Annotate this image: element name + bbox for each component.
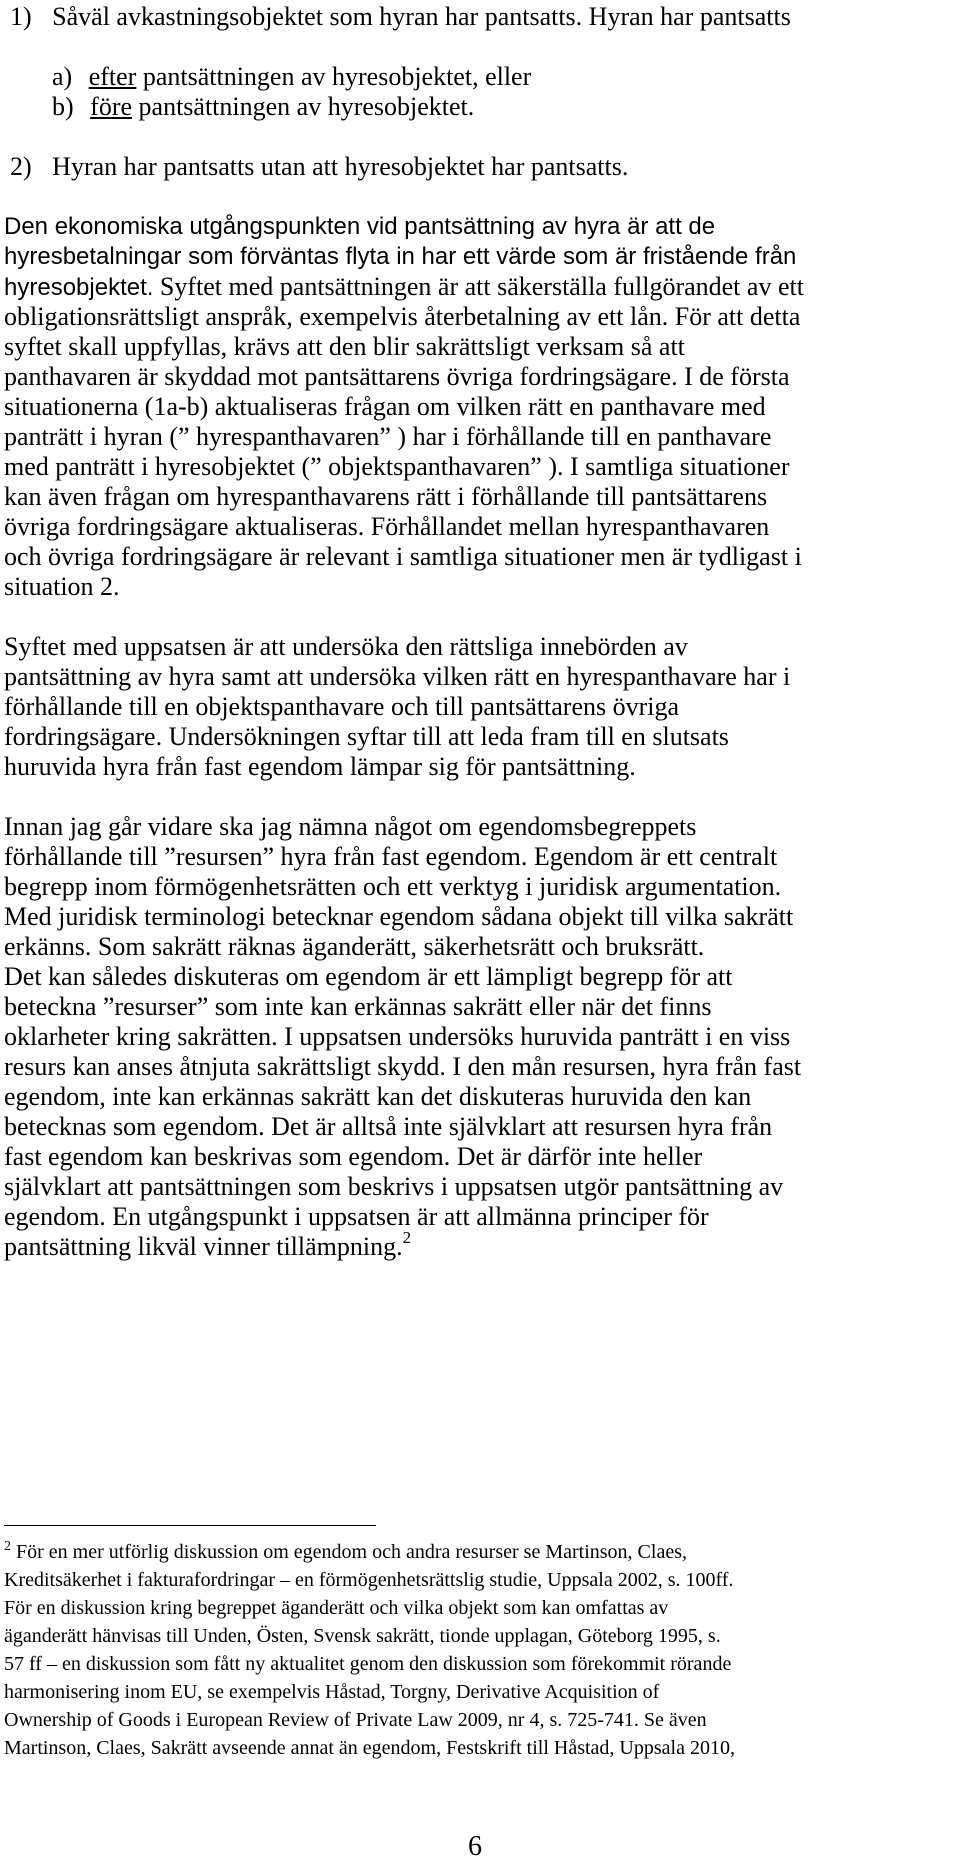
paragraph-line: panträtt i hyran (” hyrespanthavaren” ) har i förhållande till en panthavare xyxy=(4,422,772,451)
paragraph-line xyxy=(4,1228,412,1262)
list-item-1a-emphasis: efter xyxy=(88,62,137,91)
paragraph-line: obligationsrättsligt anspråk, exempelvis återbetalning av ett lån. För att detta xyxy=(4,302,801,331)
paragraph-line: förhållande till en objektspanthavare och till pantsättarens övriga xyxy=(4,692,680,721)
paragraph-line: med panträtt i hyresobjektet (” objektspanthavaren” ). I samtliga situationer xyxy=(4,452,790,481)
paragraph-line: övriga fordringsägare aktualiseras. Förhållandet mellan hyrespanthavaren xyxy=(4,512,770,541)
list-item-1b-emphasis: före xyxy=(90,92,133,121)
paragraph-line: begrepp inom förmögenhetsrätten och ett verktyg i juridisk argumentation. xyxy=(4,872,782,901)
footnote-text: För en mer utförlig diskussion om egendom och andra resurser se Martinson, Claes, xyxy=(11,1541,687,1563)
paragraph-line: betecknas som egendom. Det är alltså inte självklart att resursen hyra från xyxy=(4,1112,773,1141)
paragraph-line: hyresbetalningar som förväntas flyta in har ett värde som är fristående från xyxy=(4,243,797,270)
page-number: 6 xyxy=(468,1831,482,1862)
paragraph-line: resurs kan anses åtnjuta sakrättsligt skydd. I den mån resursen, hyra från fast xyxy=(4,1052,802,1081)
footnote-separator xyxy=(4,1525,376,1526)
list-item-2 xyxy=(10,152,628,182)
paragraph-line: förhållande till ”resursen” hyra från fast egendom. Egendom är ett centralt xyxy=(4,842,778,871)
paragraph-line: panthavaren är skyddad mot pantsättarens övriga fordringsägare. I de första xyxy=(4,362,790,391)
list-item-1 xyxy=(10,2,791,32)
footnote-line: harmonisering inom EU, se exempelvis Håstad, Torgny, Derivative Acquisition of xyxy=(4,1681,660,1703)
paragraph-line: Det kan således diskuteras om egendom är ett lämpligt begrepp för att xyxy=(4,962,733,991)
paragraph-line: Den ekonomiska utgångspunkten vid pantsättning av hyra är att de xyxy=(4,213,716,240)
footnote-line: äganderätt hänvisas till Unden, Östen, Svensk sakrätt, tionde upplagan, Göteborg 1995, s. xyxy=(4,1625,721,1647)
paragraph-line-serif-part: Syftet med pantsättningen är att säkerställa fullgörandet av ett xyxy=(153,272,804,301)
footnote-line: Martinson, Claes, Sakrätt avseende annat än egendom, Festskrift till Håstad, Uppsala 2010, xyxy=(4,1737,735,1759)
paragraph-line-sans-part: hyresobjektet. xyxy=(4,274,154,301)
paragraph-line: situation 2. xyxy=(4,572,120,601)
footnote-reference[interactable]: 2 xyxy=(402,1228,412,1247)
paragraph-line: egendom. En utgångspunkt i uppsatsen är att allmänna principer för xyxy=(4,1202,709,1231)
paragraph-line: erkänns. Som sakrätt räknas äganderätt, säkerhetsrätt och bruksrätt. xyxy=(4,932,705,961)
paragraph-line: syftet skall uppfyllas, krävs att den blir sakrättsligt verksam så att xyxy=(4,332,685,361)
list-item-1-number: 1) xyxy=(10,2,32,31)
paragraph-line-text: pantsättning likväl vinner tillämpning. xyxy=(4,1232,403,1261)
paragraph-line: kan även frågan om hyrespanthavarens rätt i förhållande till pantsättarens xyxy=(4,482,768,511)
list-item-2-number: 2) xyxy=(10,152,32,181)
list-item-1b-text: pantsättningen av hyresobjektet. xyxy=(132,92,475,121)
list-item-2-text: Hyran har pantsatts utan att hyresobjektet har pantsatts. xyxy=(52,152,629,181)
list-item-1b xyxy=(52,92,474,122)
paragraph-line: Innan jag går vidare ska jag nämna något om egendomsbegreppets xyxy=(4,812,697,841)
list-item-1-text: Såväl avkastningsobjektet som hyran har pantsatts. Hyran har pantsatts xyxy=(52,2,791,31)
paragraph-line: beteckna ”resurser” som inte kan erkännas sakrätt eller när det finns xyxy=(4,992,712,1021)
footnote-line: Ownership of Goods i European Review of Private Law 2009, nr 4, s. 725-741. Se även xyxy=(4,1709,707,1731)
paragraph-line xyxy=(4,272,804,303)
paragraph-line: och övriga fordringsägare är relevant i samtliga situationer men är tydligast i xyxy=(4,542,802,571)
paragraph-line: huruvida hyra från fast egendom lämpar sig för pantsättning. xyxy=(4,752,636,781)
list-item-1a-text: pantsättningen av hyresobjektet, eller xyxy=(136,62,532,91)
list-item-1b-label: b) xyxy=(52,92,74,121)
paragraph-line: situationerna (1a-b) aktualiseras frågan om vilken rätt en panthavare med xyxy=(4,392,766,421)
footnote-line: 57 ff – en diskussion som fått ny aktualitet genom den diskussion som förekommit rörande xyxy=(4,1653,732,1675)
paragraph-line: självklart att pantsättningen som beskrivs i uppsatsen utgör pantsättning av xyxy=(4,1172,784,1201)
footnote-line: Kreditsäkerhet i fakturafordringar – en förmögenhetsrättslig studie, Uppsala 2002, s. 100ff. xyxy=(4,1569,734,1591)
list-item-1a-label: a) xyxy=(52,62,73,91)
footnote-line: För en diskussion kring begreppet äganderätt och vilka objekt som kan omfattas av xyxy=(4,1597,669,1619)
paragraph-line: Syftet med uppsatsen är att undersöka den rättsliga innebörden av xyxy=(4,632,688,661)
paragraph-line: egendom, inte kan erkännas sakrätt kan det diskuteras huruvida den kan xyxy=(4,1082,752,1111)
footnote-marker: 2 xyxy=(4,1539,11,1554)
paragraph-line: pantsättning av hyra samt att undersöka vilken rätt en hyrespanthavare har i xyxy=(4,662,791,691)
paragraph-line: Med juridisk terminologi betecknar egendom sådana objekt till vilka sakrätt xyxy=(4,902,794,931)
footnote-line xyxy=(4,1540,687,1564)
list-item-1a xyxy=(52,62,531,92)
paragraph-line: fast egendom kan beskrivas som egendom. Det är därför inte heller xyxy=(4,1142,703,1171)
paragraph-line: oklarheter kring sakrätten. I uppsatsen undersöks huruvida panträtt i en viss xyxy=(4,1022,791,1051)
paragraph-line: fordringsägare. Undersökningen syftar till att leda fram till en slutsats xyxy=(4,722,729,751)
